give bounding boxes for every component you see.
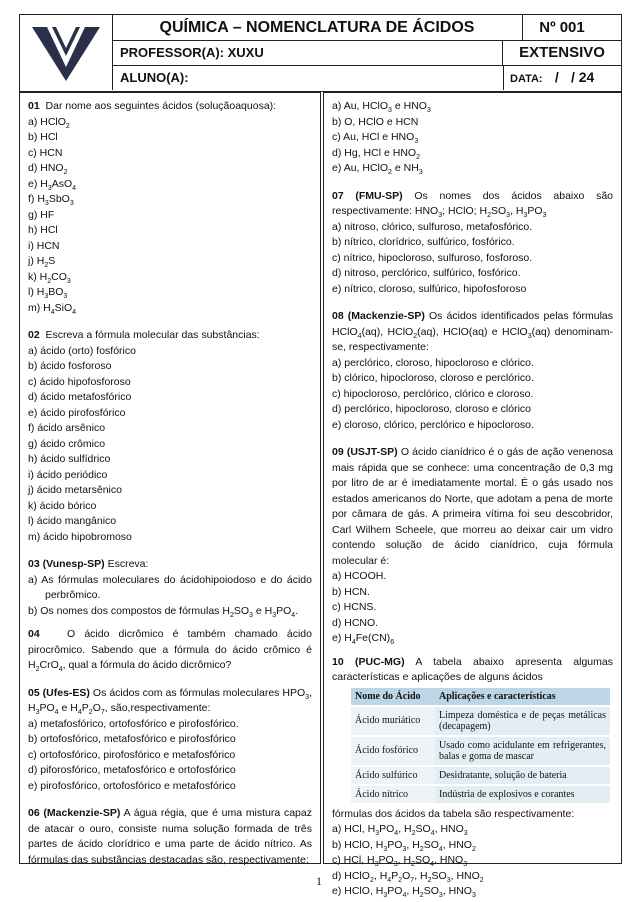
table-row bbox=[351, 766, 610, 785]
list-item: b) HCl bbox=[28, 131, 58, 143]
list-item: a) metafosfórico, ortofosfórico e pirofosfórico. bbox=[28, 717, 239, 730]
left-column bbox=[19, 92, 321, 864]
list-item: e) pirofosfórico, ortofosfórico e metafosfórico bbox=[28, 779, 236, 792]
table-row bbox=[351, 706, 610, 736]
table-cell: Limpeza doméstica e de peças metálicas (decapagem) bbox=[435, 706, 610, 736]
question-01: 01 Dar nome aos seguintes ácidos (soluçãoaquosa): bbox=[28, 100, 277, 112]
table-cell: Usado como acidulante em refrigerantes, balas e goma de mascar bbox=[435, 736, 610, 766]
list-item: f) $H_3SbO_3$ bbox=[28, 193, 74, 208]
page-title: QUÍMICA – NOMENCLATURA DE ÁCIDOS bbox=[112, 15, 523, 40]
document-number: Nº 001 bbox=[539, 19, 585, 36]
list-item: b) clórico, hipocloroso, cloroso e perclórico. bbox=[332, 372, 534, 384]
date-day: / bbox=[554, 69, 559, 85]
list-item: d) ácido metafosfórico bbox=[28, 391, 132, 403]
list-item: f) ácido arsênico bbox=[28, 422, 106, 434]
list-item: b) ácido fosforoso bbox=[28, 360, 112, 372]
list-item: i) ácido periódico bbox=[28, 468, 108, 481]
list-item: b) Os nomes dos compostos de fórmulas $H_2SO_3$ e $H_3PO_4$. bbox=[28, 604, 299, 619]
list-item: c) nítrico, hipocloroso, sulfuroso, fosforoso. bbox=[332, 251, 533, 264]
list-item: e) $H_4Fe(CN)_6$ bbox=[332, 632, 395, 647]
list-item: g) HF bbox=[28, 208, 55, 221]
list-item: a) HCl, $H_3PO_4$, $H_2SO_4$, $HNO_3$ bbox=[332, 823, 468, 838]
list-item: e) $H_3AsO_4$ bbox=[28, 177, 77, 192]
list-item: d) HClO$_2$, $H_4P_2O_7$, $H_2SO_3$, $HNO_2$ bbox=[332, 869, 484, 884]
list-item: i) HCN bbox=[28, 239, 60, 252]
question-05: 05 (Ufes-ES) Os ácidos com as fórmulas moleculares $HPO_3$, $H_3PO_4$ e $H_4P_2O_7$, são,respectivamente: bbox=[28, 686, 312, 717]
list-item: d) piforosfórico, metafosfórico e ortofosfórico bbox=[28, 764, 236, 776]
date-label: DATA: bbox=[510, 73, 543, 85]
list-item: c) HCNS. bbox=[332, 601, 377, 613]
table-cell: Desidratante, solução de bateria bbox=[435, 766, 610, 785]
question-02-options bbox=[28, 344, 312, 546]
question-10-followup: fórmulas dos ácidos da tabela são respectivamente: bbox=[332, 807, 575, 820]
header-row-2 bbox=[112, 40, 621, 66]
list-item: a) ácido (orto) fosfórico bbox=[28, 344, 136, 357]
table-header: Aplicações e características bbox=[435, 688, 610, 706]
table-cell: Ácido nítrico bbox=[351, 785, 435, 803]
list-item: d) HCNO. bbox=[332, 616, 379, 629]
question-03: 03 (Vunesp-SP) Escreva: bbox=[28, 558, 149, 570]
question-06: 06 (Mackenzie-SP) A água régia, que é uma mistura capaz de atacar o ouro, consiste numa solução formada de três partes de ácido clorídrico e uma parte de ácido nítrico. As fórmulas das substâncias destacadas são, respectivamente: bbox=[28, 807, 312, 866]
course-label: EXTENSIVO bbox=[502, 40, 621, 65]
table-header: Nome do Ácido bbox=[351, 688, 435, 706]
list-item: c) hipocloroso, perclórico, clórico e cloroso. bbox=[332, 387, 534, 400]
table-cell: Ácido muriático bbox=[351, 706, 435, 736]
professor-label: PROFESSOR(A): XUXU bbox=[120, 45, 264, 60]
list-item: j) $H_2S$ bbox=[28, 255, 56, 270]
list-item: e) cloroso, clórico, perclórico e hipocloroso. bbox=[332, 418, 534, 431]
question-01-options bbox=[28, 115, 312, 317]
list-item: m) $H_4SiO_4$ bbox=[28, 301, 77, 316]
date-field bbox=[503, 65, 621, 90]
list-item: c) Au, HCl e $HNO_3$ bbox=[332, 131, 419, 146]
table-cell: Ácido fosfórico bbox=[351, 736, 435, 766]
list-item: h) HCl bbox=[28, 224, 58, 236]
list-item: d) $HNO_2$ bbox=[28, 162, 68, 177]
right-column bbox=[323, 92, 622, 900]
table-cell: Ácido sulfúrico bbox=[351, 766, 435, 785]
list-item: l) $H_3BO_3$ bbox=[28, 286, 68, 301]
header-box bbox=[19, 14, 622, 92]
list-item: b) HClO, $H_3PO_3$, $H_2SO_4$, $HNO_2$ bbox=[332, 838, 476, 853]
question-08: 08 (Mackenzie-SP) Os ácidos identificados pelas fórmulas HClO$_4$(aq), HClO$_2$(aq), HClO(aq) e HClO$_3$(aq) denominam-se, respectivamente: bbox=[332, 310, 614, 353]
header-row-1 bbox=[112, 15, 621, 41]
list-item: a) HCOOH. bbox=[332, 570, 387, 582]
v-logo-icon bbox=[20, 15, 113, 90]
list-item: a) perclórico, cloroso, hipocloroso e clórico. bbox=[332, 356, 534, 369]
list-item: a) Au, HClO$_3$ e $HNO_3$ bbox=[332, 100, 431, 115]
list-item: c) HCN bbox=[28, 146, 63, 159]
table-row bbox=[351, 736, 610, 766]
list-item: c) ortofosfórico, pirofosfórico e metafosfórico bbox=[28, 748, 236, 761]
question-02: 02 Escreva a fórmula molecular das substâncias: bbox=[28, 329, 260, 341]
list-item: k) ácido bórico bbox=[28, 499, 97, 512]
list-item: m) ácido hipobromoso bbox=[28, 530, 132, 543]
list-item: e) nítrico, cloroso, sulfúrico, hipofosforoso bbox=[332, 282, 527, 295]
list-item: b) O, HClO e HCN bbox=[332, 115, 419, 128]
list-item: b) HCN. bbox=[332, 585, 370, 598]
list-item: b) ortofosfórico, metafosfórico e pirofosfórico bbox=[28, 733, 236, 745]
list-item: b) nítrico, clorídrico, sulfúrico, fosfórico. bbox=[332, 236, 515, 248]
list-item: a) HClO$_2$ bbox=[28, 115, 70, 130]
list-item: e) Au, HClO$_2$ e $NH_3$ bbox=[332, 162, 423, 177]
list-item: j) ácido metarsênico bbox=[28, 484, 122, 496]
list-item: h) ácido sulfídrico bbox=[28, 453, 111, 465]
table-row bbox=[351, 785, 610, 803]
list-item: c) ácido hipofosforoso bbox=[28, 375, 131, 388]
list-item: a) nitroso, clórico, sulfuroso, metafosfórico. bbox=[332, 220, 533, 233]
page-number: 1 bbox=[316, 874, 322, 888]
table-cell: Indústria de explosivos e corantes bbox=[435, 785, 610, 803]
list-item: a) As fórmulas moleculares do ácidohipoiodoso e do ácido perbrômico. bbox=[28, 573, 312, 601]
list-item: d) nitroso, perclórico, sulfúrico, fosfórico. bbox=[332, 267, 521, 279]
question-04: 04 O ácido dicrômico é também chamado ácido pirocrômico. Sabendo que a fórmula do ácido crômico é $H_2CrO_4$, qual a fórmula do ácido dicrômico? bbox=[28, 628, 312, 674]
list-item: k) $H_2CO_3$ bbox=[28, 270, 71, 285]
acids-table bbox=[351, 688, 610, 803]
list-item: g) ácido crômico bbox=[28, 437, 106, 450]
date-year: / 24 bbox=[570, 69, 595, 85]
question-09: 09 (USJT-SP) O ácido cianídrico é o gás de ação venenosa mais rápida que se conhece: uma concentração de 0,3 mg por litro de ar é imediatamente mortal. É o gás usado nos estados americanos do Norte, que adotam a pena de morte por câmara de gás. A primeira vítima foi seu descobridor, Carl Wilhem Scheele, que morreu ao deixar cair um vidro contendo solução de ácido cianídrico, cuja fórmula molecular é: bbox=[332, 446, 614, 567]
question-10: 10 (PUC-MG) A tabela abaixo apresenta algumas características e aplicações de alguns ácidos bbox=[332, 655, 613, 683]
header-row-3 bbox=[112, 65, 621, 90]
question-07: 07 (FMU-SP) Os nomes dos ácidos abaixo são respectivamente: $HNO_3$; HClO; $H_2SO_3$, $H_3PO_3$ bbox=[332, 189, 613, 220]
student-label: ALUNO(A): bbox=[120, 70, 189, 85]
list-item: l) ácido mangânico bbox=[28, 515, 117, 527]
list-item: e) HClO, $H_3PO_4$, $H_2SO_3$, $HNO_3$ bbox=[332, 885, 476, 900]
list-item: c) HCl, $H_3PO_3$, $H_2SO_4$, $HNO_3$ bbox=[332, 854, 468, 869]
list-item: d) Hg, HCl e $HNO_2$ bbox=[332, 146, 420, 161]
list-item: d) perclórico, hipocloroso, cloroso e clórico bbox=[332, 403, 532, 415]
list-item: e) ácido pirofosfórico bbox=[28, 406, 126, 419]
